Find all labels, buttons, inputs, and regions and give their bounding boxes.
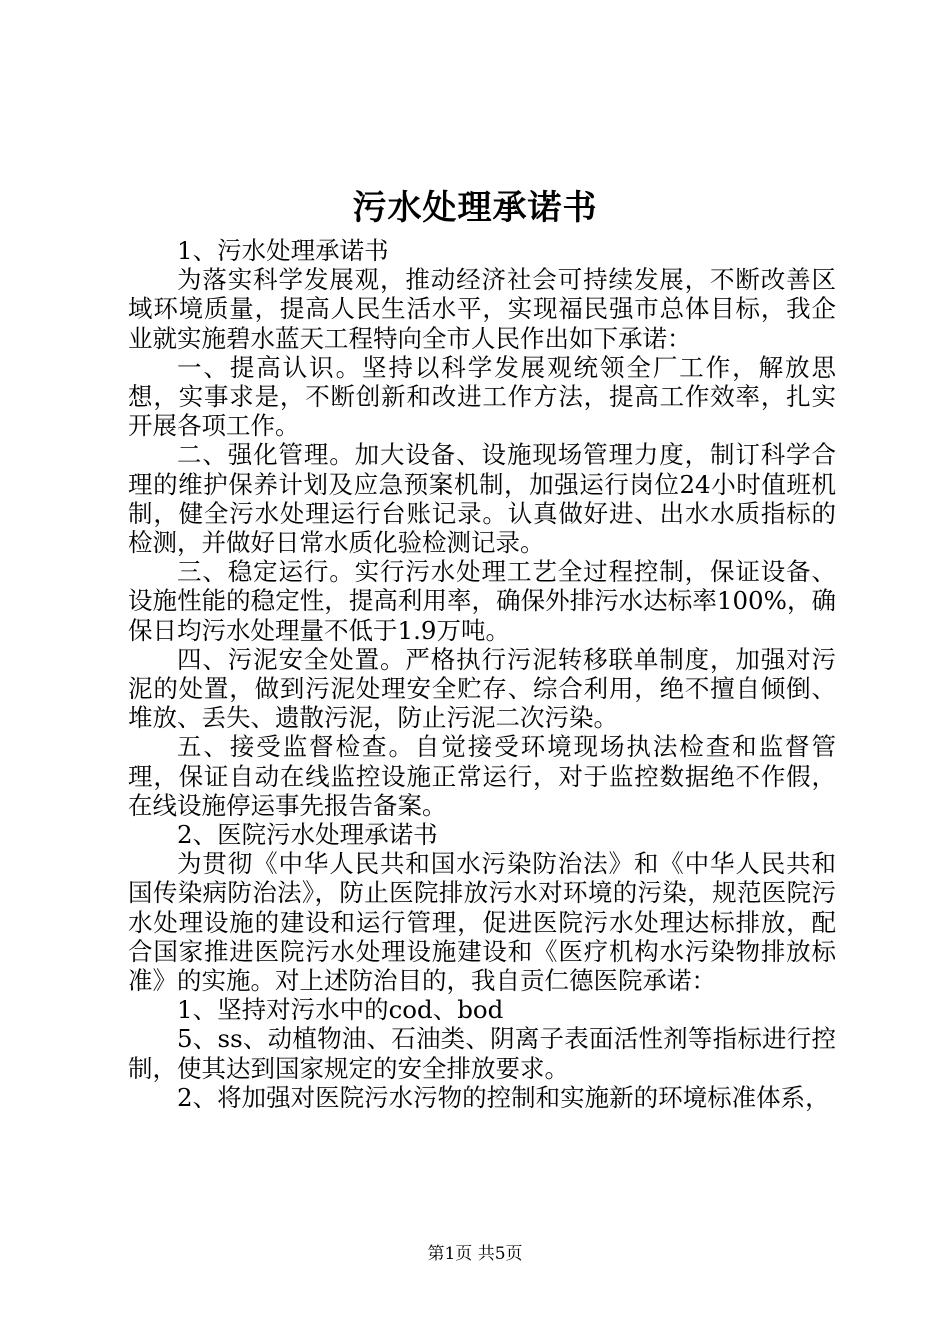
page-footer: 第1页 共5页 xyxy=(427,1244,523,1264)
paragraph-item-2: 二、强化管理。加大设备、设施现场管理力度，制订科学合理的维护保养计划及应急预案机制，加强运行岗位24小时值班机制，健全污水处理运行台账记录。认真做好进、出水水质指标的检测，并做好日常水质化验检测记录。 xyxy=(128,440,836,558)
paragraph-hospital-intro: 为贯彻《中华人民共和国水污染防治法》和《中华人民共和国传染病防治法》，防止医院排放污水对环境的污染，规范医院污水处理设施的建设和运行管理，促进医院污水处理达标排放，配合国家推进医院污水处理设施建设和《医疗机构水污染物排放标准》的实施。对上述防治目的，我自贡仁德医院承诺： xyxy=(128,849,836,996)
paragraph-item-5: 五、接受监督检查。自觉接受环境现场执法检查和监督管理，保证自动在线监控设施正常运行，对于监控数据绝不作假，在线设施停运事先报告备案。 xyxy=(128,732,836,820)
paragraph-item-1: 一、提高认识。坚持以科学发展观统领全厂工作，解放思想，实事求是，不断创新和改进工作方法，提高工作效率，扎实开展各项工作。 xyxy=(128,352,836,441)
paragraph-section-1-heading: 1、污水处理承诺书 xyxy=(177,236,389,265)
paragraph-hospital-item-1-cont: 5、ss、动植物油、石油类、阴离子表面活性剂等指标进行控制，使其达到国家规定的安全排放要求。 xyxy=(128,1024,836,1083)
paragraph-intro: 为落实科学发展观，推动经济社会可持续发展，不断改善区域环境质量，提高人民生活水平，实现福民强市总体目标，我企业就实施碧水蓝天工程特向全市人民作出如下承诺： xyxy=(128,265,836,353)
document-title: 污水处理承诺书 xyxy=(352,188,598,228)
paragraph-section-2-heading: 2、医院污水处理承诺书 xyxy=(177,820,438,850)
paragraph-item-3: 三、稳定运行。实行污水处理工艺全过程控制，保证设备、设施性能的稳定性，提高利用率，确保外排污水达标率100%，确保日均污水处理量不低于1.9万吨。 xyxy=(128,557,836,645)
paragraph-item-4: 四、污泥安全处置。严格执行污泥转移联单制度，加强对污泥的处置，做到污泥处理安全贮存、综合利用，绝不擅自倾倒、堆放、丢失、遗散污泥，防止污泥二次污染。 xyxy=(128,644,836,733)
paragraph-hospital-item-1: 1、坚持对污水中的cod、bod xyxy=(177,995,504,1025)
paragraph-hospital-item-2: 2、将加强对医院污水污物的控制和实施新的环境标准体系， xyxy=(177,1082,830,1112)
document-body xyxy=(128,236,836,1112)
